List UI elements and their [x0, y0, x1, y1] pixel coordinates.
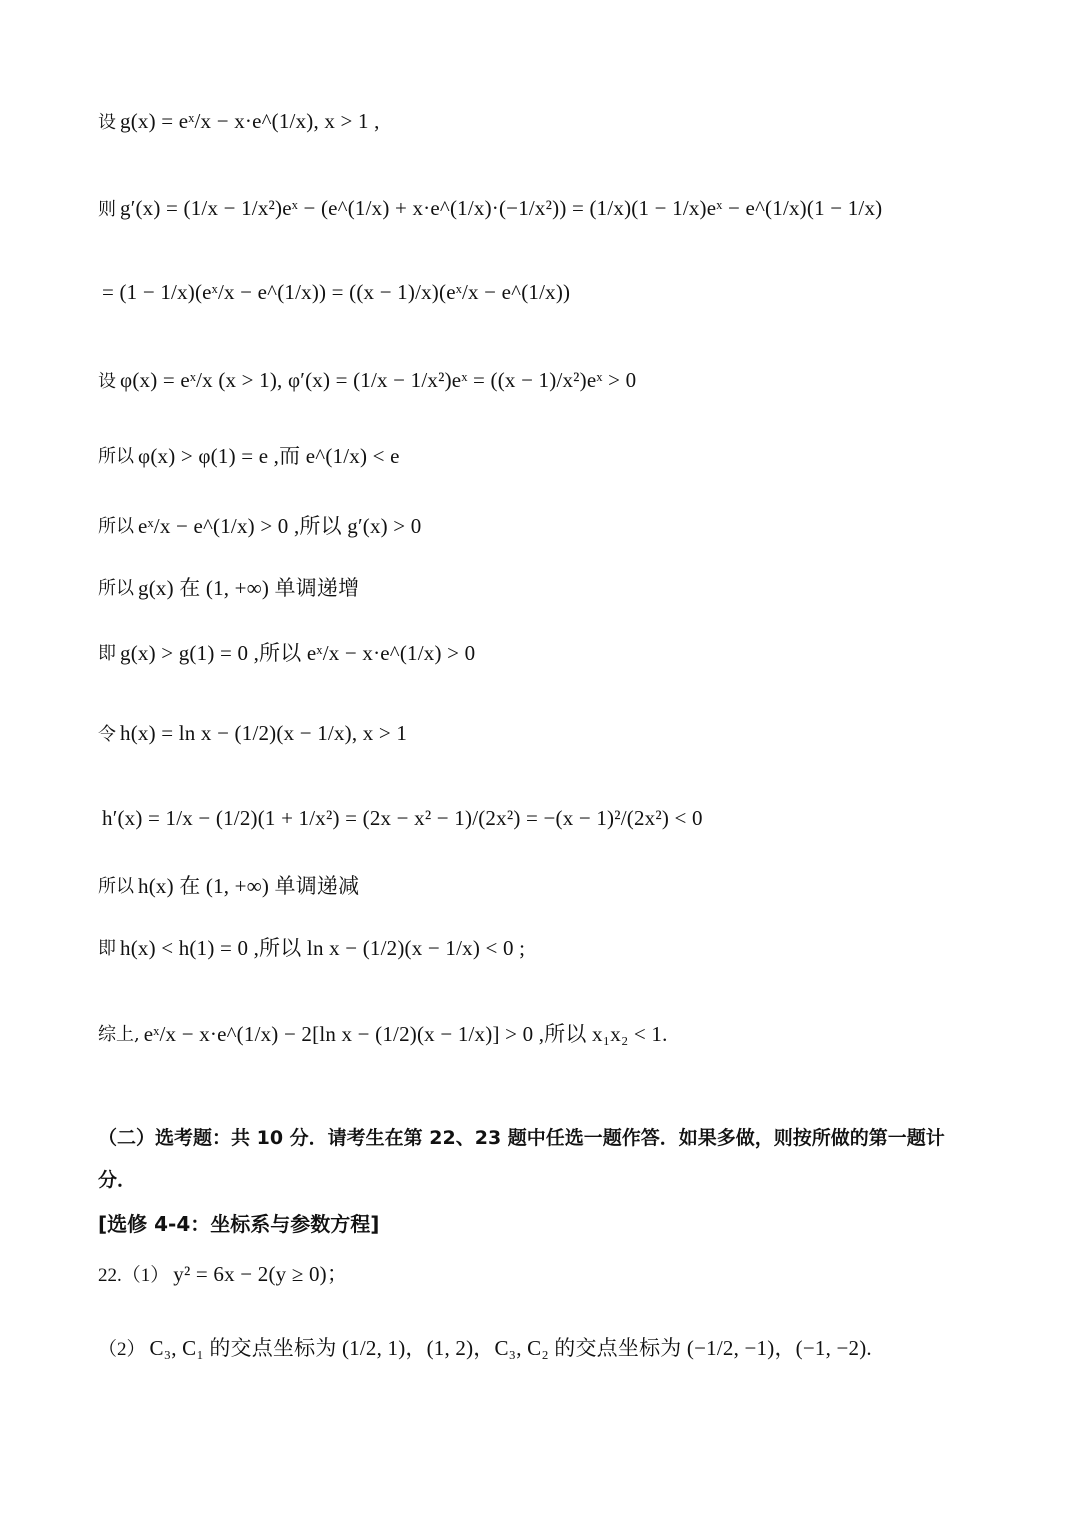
math-expression: g(x) = eˣ/x − x·e^(1/x), x > 1 ,: [120, 108, 380, 133]
proof-line-5: [98, 440, 1000, 470]
line-lead: 综上,: [98, 1024, 140, 1045]
proof-line-9: [98, 720, 1000, 746]
line-lead: 所以: [98, 578, 134, 599]
proof-line-12: [98, 932, 1000, 962]
math-expression: eˣ/x − e^(1/x) > 0 ,所以 g′(x) > 0: [138, 514, 422, 538]
proof-line-13: [98, 1018, 1000, 1048]
math-expression: φ(x) > φ(1) = e ,而 e^(1/x) < e: [138, 444, 400, 468]
line-lead: 则: [98, 199, 116, 220]
proof-line-2: [98, 195, 1000, 221]
math-expression: h(x) = ln x − (1/2)(x − 1/x), x > 1: [120, 720, 408, 745]
math-expression: y² = 6x − 2(y ≥ 0)；: [173, 1262, 349, 1286]
math-expression: C₃, C₁ 的交点坐标为 (1/2, 1)，(1, 2)，C₃, C₂ 的交点坐标为 (−1/2, −1)，(−1, −2).: [149, 1336, 872, 1360]
proof-line-10: [98, 806, 1000, 831]
math-expression: eˣ/x − x·e^(1/x) − 2[ln x − (1/2)(x − 1/x)] > 0 ,所以 x₁x₂ < 1.: [143, 1022, 668, 1046]
line-lead: 即: [98, 938, 116, 959]
section-heading: （二）选考题：共 10 分．请考生在第 22、23 题中任选一题作答．如果多做，则按所做的第一题计分．: [98, 1127, 945, 1191]
answer-number: （2）: [98, 1338, 146, 1360]
proof-line-3: [98, 280, 1000, 305]
line-lead: 所以: [98, 876, 134, 897]
line-lead: 即: [98, 643, 116, 664]
line-lead: 所以: [98, 446, 134, 467]
line-lead: 令: [98, 724, 116, 745]
math-expression: h(x) 在 (1, +∞) 单调递减: [138, 874, 360, 898]
line-lead: 所以: [98, 516, 134, 537]
proof-line-11: [98, 870, 1000, 900]
section-subheading: [选修 4-4：坐标系与参数方程]: [98, 1212, 380, 1236]
line-lead: 设: [98, 112, 116, 133]
math-expression: h′(x) = 1/x − (1/2)(1 + 1/x²) = (2x − x² − 1)/(2x²) = −(x − 1)²/(2x²) < 0: [102, 806, 703, 830]
math-expression: φ(x) = eˣ/x (x > 1), φ′(x) = (1/x − 1/x²)eˣ = ((x − 1)/x²)eˣ > 0: [120, 367, 637, 392]
answer-line-1: [98, 1258, 1000, 1288]
proof-line-4: [98, 367, 1000, 393]
math-expression: g(x) 在 (1, +∞) 单调递增: [138, 576, 360, 600]
proof-line-1: [98, 108, 1000, 134]
math-expression: = (1 − 1/x)(eˣ/x − e^(1/x)) = ((x − 1)/x)(eˣ/x − e^(1/x)): [102, 280, 571, 304]
answer-line-2: [98, 1332, 1000, 1362]
math-expression: g(x) > g(1) = 0 ,所以 eˣ/x − x·e^(1/x) > 0: [120, 641, 476, 665]
proof-line-6: [98, 510, 1000, 540]
math-expression: g′(x) = (1/x − 1/x²)eˣ − (e^(1/x) + x·e^(1/x)·(−1/x²)) = (1/x)(1 − 1/x)eˣ − e^(1/x)(1 − 1/x): [120, 195, 883, 220]
line-lead: 设: [98, 371, 116, 392]
proof-line-7: [98, 572, 1000, 602]
math-expression: h(x) < h(1) = 0 ,所以 ln x − (1/2)(x − 1/x) < 0 ;: [120, 936, 526, 960]
proof-line-8: [98, 637, 1000, 667]
answer-number: 22.（1）: [98, 1264, 170, 1286]
